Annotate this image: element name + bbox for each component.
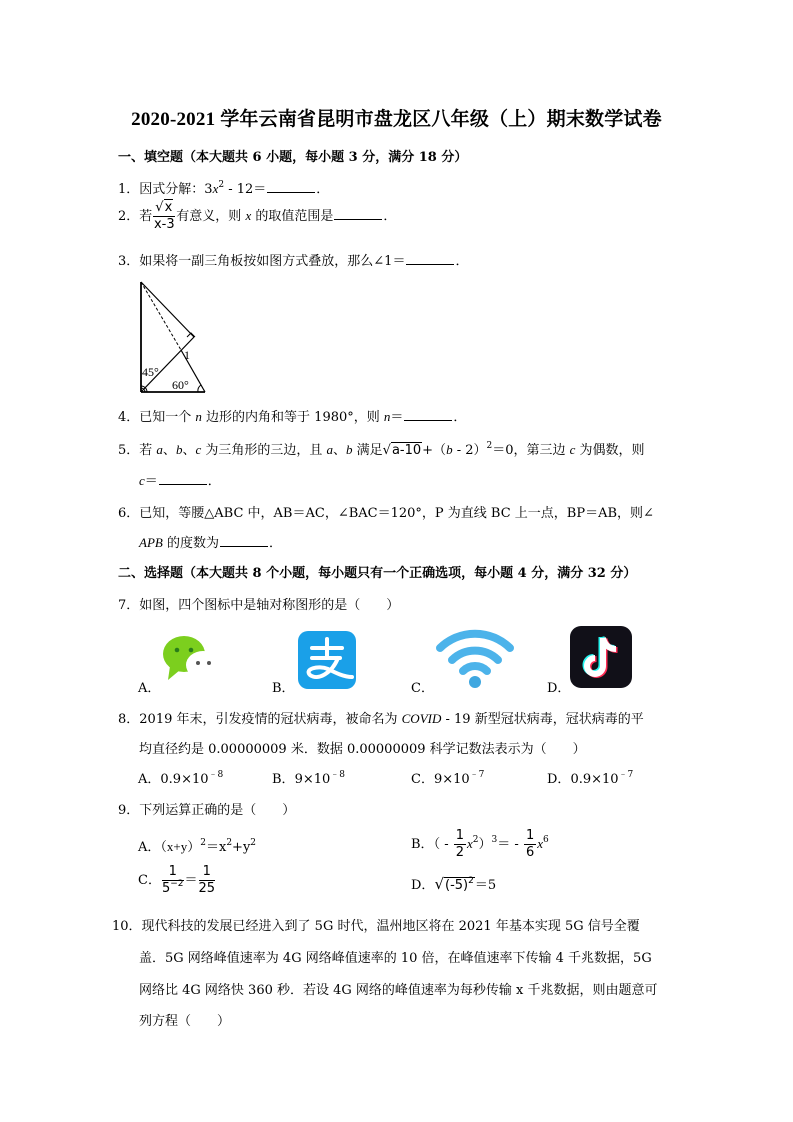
- question-text: 现代科技的发展已经进入到了 5G 时代，温州地区将在 2021 年基本实现 5G 信号全覆: [141, 919, 640, 934]
- question-text: 已知，等腰△ABC 中，AB＝AC，∠BAC＝120°，P 为直线 BC 上一点，BP＝AB，则∠: [139, 506, 654, 521]
- page-title: 2020-2021 学年云南省昆明市盘龙区八年级（上）期末数学试卷: [131, 109, 662, 130]
- denominator: x-3: [153, 217, 175, 232]
- exponent: 6: [543, 835, 549, 845]
- math-var: b: [175, 442, 183, 457]
- question-number: 2．: [118, 209, 140, 224]
- option-text: 9×10: [294, 772, 331, 787]
- option-text: 9×10: [433, 772, 470, 787]
- math-var: n: [195, 409, 202, 424]
- sqrt: $√(-5)^2$: [434, 875, 474, 893]
- punct: ．: [383, 209, 397, 224]
- fraction: [524, 828, 536, 861]
- option-label: C．: [138, 873, 161, 888]
- punct: 、: [182, 443, 196, 458]
- question-text: ＝: [390, 410, 404, 425]
- question-6: [118, 502, 654, 521]
- math-expr: ＝5: [474, 878, 497, 893]
- wifi-icon: [434, 628, 516, 690]
- option-b-label[interactable]: B．: [272, 681, 295, 696]
- question-text: 若: [139, 443, 157, 458]
- punct: ．: [453, 410, 467, 425]
- exponent: 2: [472, 835, 479, 845]
- section-heading-fill-in: 一、填空题（本大题共 6 小题，每小题 3 分，满分 18 分）: [118, 150, 468, 165]
- math-expr: ＝: [184, 873, 198, 888]
- question-9-option-a[interactable]: [138, 836, 256, 855]
- exponent: 2: [250, 838, 257, 848]
- question-text: +（: [422, 443, 447, 458]
- math-expr: ）: [478, 837, 492, 852]
- numerator: 1: [199, 864, 216, 881]
- exponent: 2: [218, 180, 225, 190]
- question-6-line2: [139, 532, 282, 551]
- question-number: 1．: [118, 182, 140, 197]
- denominator: 6: [525, 845, 535, 860]
- question-text: - 12＝: [224, 182, 267, 197]
- question-8-option-b[interactable]: [272, 768, 345, 787]
- punct: ．: [316, 182, 330, 197]
- math-var: b: [446, 442, 453, 457]
- option-label: D．: [411, 878, 435, 893]
- question-text: 因式分解：3: [139, 182, 213, 197]
- option-label: B．: [411, 837, 434, 852]
- exponent: 2: [226, 838, 233, 848]
- question-text: 为三角形的三边，且: [201, 443, 327, 458]
- numerator: 1: [455, 828, 465, 843]
- question-text: 有意义，则: [176, 209, 246, 224]
- question-text: 2019 年末，引发疫情的冠状病毒，被命名为: [139, 712, 402, 727]
- math-var: x: [537, 836, 544, 851]
- question-7: [118, 594, 399, 613]
- question-number: 7．: [118, 598, 140, 613]
- question-8: [118, 708, 644, 727]
- question-10: [112, 915, 640, 934]
- question-text: 满足: [352, 443, 383, 458]
- math-expr: （x+y）: [160, 839, 201, 854]
- option-label: D．: [547, 772, 571, 787]
- question-8-line2: 均直径约是 0.00000009 米．数据 0.00000009 科学记数法表示为（ ）: [139, 742, 586, 757]
- question-number: 4．: [118, 410, 140, 425]
- question-4: [118, 406, 466, 425]
- math-var: c: [139, 473, 145, 488]
- question-8-option-a[interactable]: [138, 768, 223, 787]
- question-number: 9．: [118, 803, 140, 818]
- numerator: 1: [525, 828, 535, 843]
- math-var: n: [383, 409, 391, 424]
- answer-blank[interactable]: [334, 207, 382, 220]
- question-8-option-d[interactable]: [547, 768, 633, 787]
- question-10-line2: 盖．5G 网络峰值速率为 4G 网络峰值速率的 10 倍，在峰值速率下传输 4 千兆数据，5G: [139, 951, 652, 966]
- question-text: ＝: [144, 474, 158, 489]
- question-2: [118, 200, 396, 233]
- question-10-line3: 网络比 4G 网络快 360 秒．若设 4G 网络的峰值速率为每秒传输 x 千兆数据，则由题意可: [139, 983, 658, 998]
- math-var: APB: [139, 535, 163, 550]
- question-number: 10．: [112, 919, 142, 934]
- numerator: 1: [162, 864, 184, 881]
- exponent: ﹣8: [208, 770, 224, 780]
- radicand: [444, 877, 475, 893]
- sqrt: √a-10: [382, 443, 422, 458]
- alipay-icon: [298, 631, 356, 689]
- exponent: 2: [468, 876, 474, 886]
- question-3: [118, 250, 468, 269]
- math-var: c: [195, 442, 202, 457]
- question-5: [118, 439, 645, 458]
- denominator-base: 5: [161, 881, 171, 896]
- question-text: - 19 新型冠状病毒，冠状病毒的平: [441, 712, 644, 727]
- question-text: 若: [139, 209, 153, 224]
- punct: 、: [162, 443, 176, 458]
- exponent: ﹣7: [618, 770, 634, 780]
- section-heading-multiple-choice: 二、选择题（本大题共 8 个小题，每小题只有一个正确选项，每小题 4 分，满分 32 分）: [118, 566, 637, 581]
- radicand: a-10: [391, 443, 422, 458]
- tiktok-icon: [570, 626, 632, 688]
- answer-blank[interactable]: [267, 180, 315, 193]
- question-text: 已知一个: [139, 410, 196, 425]
- exponent: −2: [170, 879, 184, 889]
- angle-60-label: 60°: [172, 378, 189, 392]
- exponent: ﹣8: [330, 770, 346, 780]
- question-text: 如图，四个图标中是轴对称图形的是（ ）: [139, 598, 400, 613]
- math-expr: ＝x: [205, 840, 227, 855]
- question-text: 如果将一副三角板按如图方式叠放，那么∠1＝: [139, 254, 406, 269]
- punct: 、: [333, 443, 347, 458]
- math-var: a: [156, 442, 163, 457]
- fraction: [454, 828, 466, 861]
- exponent: 3: [491, 835, 498, 845]
- answer-blank[interactable]: [404, 408, 452, 421]
- question-9-option-b[interactable]: [411, 828, 549, 861]
- triangle-figure: [136, 278, 216, 396]
- exponent: 2: [486, 441, 493, 451]
- answer-blank[interactable]: [406, 252, 454, 265]
- math-var: x: [467, 836, 473, 851]
- math-expr: （ -: [433, 837, 453, 852]
- denominator: 2: [455, 845, 465, 860]
- sqrt: √x: [155, 200, 173, 215]
- option-label: A．: [138, 772, 161, 787]
- angle-45-label: 45°: [142, 365, 159, 379]
- question-8-option-c[interactable]: [411, 768, 484, 787]
- radicand-base: (-5): [445, 878, 469, 893]
- question-text: ＝0，第三边: [492, 443, 570, 458]
- angle-1-label: 1: [184, 348, 190, 362]
- radicand: x: [164, 200, 173, 215]
- question-9: [118, 799, 295, 818]
- math-var: x: [245, 208, 252, 223]
- option-d-label[interactable]: D．: [547, 681, 571, 696]
- punct: ．: [268, 536, 282, 551]
- exponent: 2: [200, 838, 206, 848]
- option-label: A．: [138, 840, 161, 855]
- denominator: [162, 881, 184, 897]
- question-9-option-c[interactable]: [138, 864, 216, 897]
- option-c-label[interactable]: C．: [411, 681, 434, 696]
- fraction: [199, 864, 216, 897]
- question-5-line2: [139, 470, 221, 489]
- option-a-label[interactable]: A．: [138, 681, 161, 696]
- fraction: [153, 200, 175, 233]
- question-text: 下列运算正确的是（ ）: [139, 803, 296, 818]
- option-label: B．: [272, 772, 295, 787]
- fraction: [162, 864, 184, 897]
- math-var: c: [569, 442, 576, 457]
- math-expr: +y: [232, 840, 251, 855]
- question-10-line4: 列方程（ ）: [139, 1014, 231, 1029]
- punct: ．: [207, 474, 221, 489]
- question-text: 边形的内角和等于 1980°，则: [201, 410, 384, 425]
- question-9-option-d[interactable]: [411, 874, 496, 893]
- question-number: 8．: [118, 712, 140, 727]
- question-number: 3．: [118, 254, 140, 269]
- question-text: 的取值范围是: [251, 209, 334, 224]
- math-expr: ＝ -: [497, 837, 523, 852]
- math-var: a: [326, 442, 333, 457]
- punct: ．: [455, 254, 469, 269]
- question-text: 的度数为: [162, 536, 219, 551]
- answer-blank[interactable]: [220, 534, 268, 547]
- wechat-icon: [160, 632, 220, 688]
- option-label: C．: [411, 772, 434, 787]
- math-var: b: [346, 442, 353, 457]
- option-text: 0.9×10: [160, 772, 209, 787]
- math-var: x: [212, 181, 219, 196]
- option-text: 0.9×10: [570, 772, 619, 787]
- question-1: [118, 178, 329, 197]
- question-number: 6．: [118, 506, 140, 521]
- question-number: 5．: [118, 443, 140, 458]
- answer-blank[interactable]: [159, 472, 207, 485]
- question-text: 为偶数，则: [575, 443, 645, 458]
- math-var: COVID: [401, 711, 442, 726]
- question-text: - 2）: [452, 443, 487, 458]
- denominator: 25: [198, 881, 216, 896]
- exponent: ﹣7: [469, 770, 485, 780]
